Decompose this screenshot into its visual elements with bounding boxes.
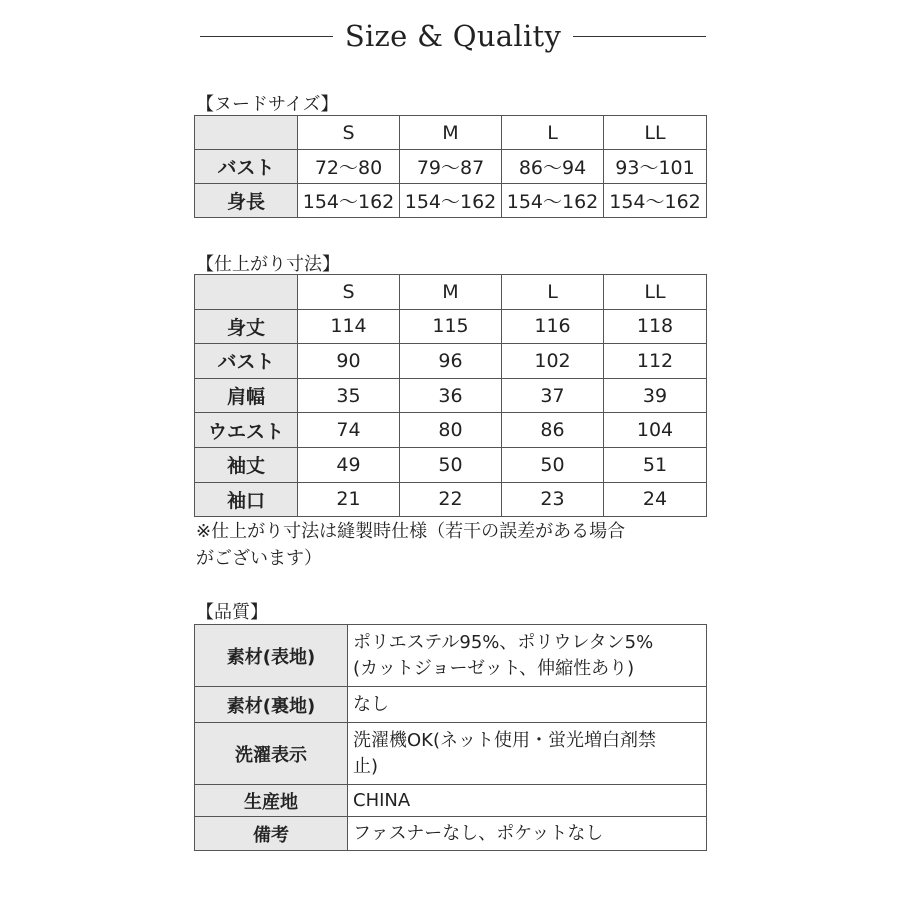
- size-header-s: S: [298, 275, 400, 310]
- table-cell: 118: [604, 309, 707, 344]
- cell-line: 止): [353, 755, 379, 777]
- cell-line: なし: [353, 693, 389, 715]
- table-cell: 114: [298, 309, 400, 344]
- table-cell: 154〜162: [298, 184, 400, 218]
- row-header-waist: ウエスト: [195, 413, 298, 448]
- table-row: [195, 817, 707, 851]
- row-header-height: 身長: [195, 184, 298, 218]
- size-header-s: S: [298, 116, 400, 150]
- note-line: ※仕上がり寸法は縫製時仕様（若干の誤差がある場合: [196, 521, 626, 542]
- table-cell: 24: [604, 482, 707, 517]
- row-header-lining-material: 素材(裏地): [195, 687, 348, 723]
- table-cell: 102: [502, 344, 604, 379]
- table-header-row: [195, 116, 707, 150]
- table-cell: 96: [400, 344, 502, 379]
- title-right-rule: [573, 36, 706, 37]
- title-left-rule: [200, 36, 333, 37]
- table-cell: 112: [604, 344, 707, 379]
- size-header-ll: LL: [604, 116, 707, 150]
- size-header-m: M: [400, 116, 502, 150]
- table-row: [195, 723, 707, 785]
- table-cell: 154〜162: [604, 184, 707, 218]
- table-cell: 90: [298, 344, 400, 379]
- finished-size-heading: 【仕上がり寸法】: [196, 254, 340, 275]
- table-cell: CHINA: [348, 785, 707, 817]
- size-header-m: M: [400, 275, 502, 310]
- row-header-length: 身丈: [195, 309, 298, 344]
- table-cell: 154〜162: [502, 184, 604, 218]
- table-row: [195, 785, 707, 817]
- row-header-cuff: 袖口: [195, 482, 298, 517]
- nude-size-heading: 【ヌードサイズ】: [196, 94, 339, 115]
- table-cell: [348, 687, 707, 723]
- table-cell: 104: [604, 413, 707, 448]
- row-header-remarks: 備考: [195, 817, 348, 851]
- cell-line: 洗濯機OK(ネット使用・蛍光増白剤禁: [353, 729, 656, 751]
- table-cell: 50: [502, 447, 604, 482]
- measurement-note: [196, 518, 706, 572]
- table-header-row: [195, 275, 707, 310]
- note-line: がございます）: [196, 548, 322, 569]
- table-row: [195, 309, 707, 344]
- table-cell: 154〜162: [400, 184, 502, 218]
- table-corner-cell: [195, 116, 298, 150]
- table-corner-cell: [195, 275, 298, 310]
- table-cell: 36: [400, 378, 502, 413]
- table-cell: 86〜94: [502, 150, 604, 184]
- row-header-sleeve-length: 袖丈: [195, 447, 298, 482]
- cell-line: (カットジョーゼット、伸縮性あり): [353, 657, 635, 679]
- table-cell: 72〜80: [298, 150, 400, 184]
- quality-heading: 【品質】: [196, 602, 268, 623]
- table-row: [195, 184, 707, 218]
- table-cell: 35: [298, 378, 400, 413]
- table-cell: 74: [298, 413, 400, 448]
- table-cell: 37: [502, 378, 604, 413]
- table-cell: 80: [400, 413, 502, 448]
- table-row: [195, 482, 707, 517]
- table-row: [195, 344, 707, 379]
- table-cell: ファスナーなし、ポケットなし: [348, 817, 707, 851]
- row-header-origin: 生産地: [195, 785, 348, 817]
- row-header-bust: バスト: [195, 150, 298, 184]
- row-header-shoulder: 肩幅: [195, 378, 298, 413]
- quality-table: [194, 624, 707, 851]
- table-row: [195, 687, 707, 723]
- table-cell: 50: [400, 447, 502, 482]
- row-header-outer-material: 素材(表地): [195, 625, 348, 687]
- table-cell: 49: [298, 447, 400, 482]
- table-cell: [348, 723, 707, 785]
- table-cell: [348, 625, 707, 687]
- table-cell: 116: [502, 309, 604, 344]
- table-cell: 79〜87: [400, 150, 502, 184]
- table-cell: 21: [298, 482, 400, 517]
- nude-size-table: [194, 115, 707, 218]
- row-header-care-label: 洗濯表示: [195, 723, 348, 785]
- table-cell: 115: [400, 309, 502, 344]
- table-cell: 86: [502, 413, 604, 448]
- size-header-l: L: [502, 275, 604, 310]
- table-row: [195, 413, 707, 448]
- table-cell: 22: [400, 482, 502, 517]
- size-header-l: L: [502, 116, 604, 150]
- finished-size-table: [194, 274, 707, 517]
- table-cell: 51: [604, 447, 707, 482]
- page-title: Size & Quality: [344, 19, 562, 53]
- table-row: [195, 150, 707, 184]
- table-row: [195, 625, 707, 687]
- page-title-row: [200, 14, 706, 58]
- table-row: [195, 378, 707, 413]
- size-header-ll: LL: [604, 275, 707, 310]
- table-cell: 23: [502, 482, 604, 517]
- cell-line: ポリエステル95%、ポリウレタン5%: [353, 631, 654, 653]
- row-header-bust: バスト: [195, 344, 298, 379]
- table-cell: 93〜101: [604, 150, 707, 184]
- table-row: [195, 447, 707, 482]
- table-cell: 39: [604, 378, 707, 413]
